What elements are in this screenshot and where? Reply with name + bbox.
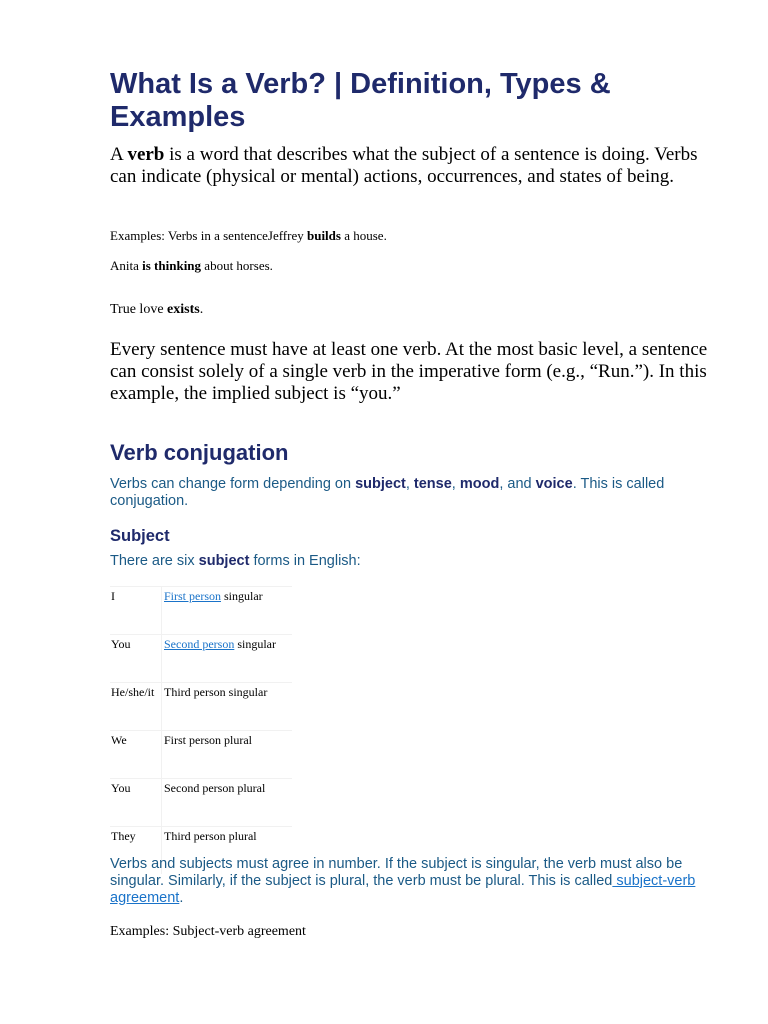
six-text-2: forms in English: [249, 553, 361, 569]
example3-prefix: True love [110, 302, 168, 317]
example2-verb: is thinking [142, 258, 202, 273]
person-cell: Second person plural [162, 779, 293, 827]
first-person-link[interactable]: First person [164, 589, 221, 603]
pronoun-cell: They [110, 827, 162, 875]
pronoun-cell: You [110, 779, 162, 827]
example2-suffix: about horses. [201, 258, 273, 273]
table-row [110, 731, 292, 779]
pronoun-cell: We [110, 731, 162, 779]
six-subject-bold: subject [198, 553, 250, 569]
example3-verb: exists [167, 302, 200, 317]
pronoun-cell: I [110, 587, 162, 635]
person-cell [162, 635, 293, 683]
verb-conjugation-heading: Verb conjugation [110, 440, 289, 465]
example-line-2 [110, 258, 273, 274]
table-row [110, 779, 292, 827]
six-forms-line [110, 553, 361, 569]
person-cell: First person plural [162, 731, 293, 779]
conj-and: , and [499, 476, 536, 492]
conj-subject: subject [355, 476, 406, 492]
conj-tense: tense [413, 476, 452, 492]
example1-suffix: a house. [340, 228, 387, 243]
conj-mood: mood [459, 476, 500, 492]
examples-agreement-line: Examples: Subject-verb agreement [110, 924, 306, 939]
intro-verb-bold: verb [127, 144, 165, 165]
subject-forms-table [110, 586, 292, 874]
table-row [110, 635, 292, 683]
intro-paragraph [110, 144, 708, 188]
agreement-text: Verbs and subjects must agree in number. If the subject is singular, the verb must also be singular. Similarly, if the subject is plural, the verb must be plural. This is called [110, 856, 683, 889]
imperative-paragraph: Every sentence must have at least one verb. At the most basic level, a sentence can consist solely of a single verb in the imperative form (e.g., “Run.”). In this example, the implied subject is “you.” [110, 339, 708, 404]
person-cell-text: singular [221, 589, 263, 603]
intro-text-a: A [110, 144, 128, 165]
example-line-1 [110, 228, 387, 244]
conj-voice: voice [535, 476, 573, 492]
person-cell-text: singular [234, 637, 276, 651]
second-person-link[interactable]: Second person [164, 637, 235, 651]
agreement-paragraph [110, 856, 708, 907]
pronoun-cell: You [110, 635, 162, 683]
subject-verb-agreement-link[interactable]: subject-verb agreement [110, 873, 696, 906]
person-cell: Third person plural [162, 827, 293, 875]
example1-verb: builds [306, 228, 341, 243]
conjugation-paragraph [110, 476, 708, 510]
example2-prefix: Anita [110, 258, 143, 273]
page-title: What Is a Verb? | Definition, Types & Examples [110, 68, 611, 133]
example3-suffix: . [199, 302, 204, 317]
conj-comma-1: , [405, 476, 414, 492]
conj-comma-2: , [451, 476, 460, 492]
conj-text-1: Verbs can change form depending on [110, 476, 356, 492]
table-row [110, 587, 292, 635]
person-cell: Third person singular [162, 683, 293, 731]
example-line-3 [110, 302, 203, 318]
intro-text-rest: is a word that describes what the subject of a sentence is doing. Verbs can indicate (physical or mental) actions, occurrences, and states of being. [110, 144, 698, 187]
agreement-end: . [179, 890, 184, 906]
subject-heading: Subject [110, 527, 170, 545]
conj-text-2: . This is called conjugation. [110, 476, 665, 509]
pronoun-cell: He/she/it [110, 683, 162, 731]
person-cell [162, 587, 293, 635]
example1-prefix: Examples: Verbs in a sentenceJeffrey [110, 228, 307, 243]
table-row [110, 683, 292, 731]
six-text-1: There are six [110, 553, 199, 569]
